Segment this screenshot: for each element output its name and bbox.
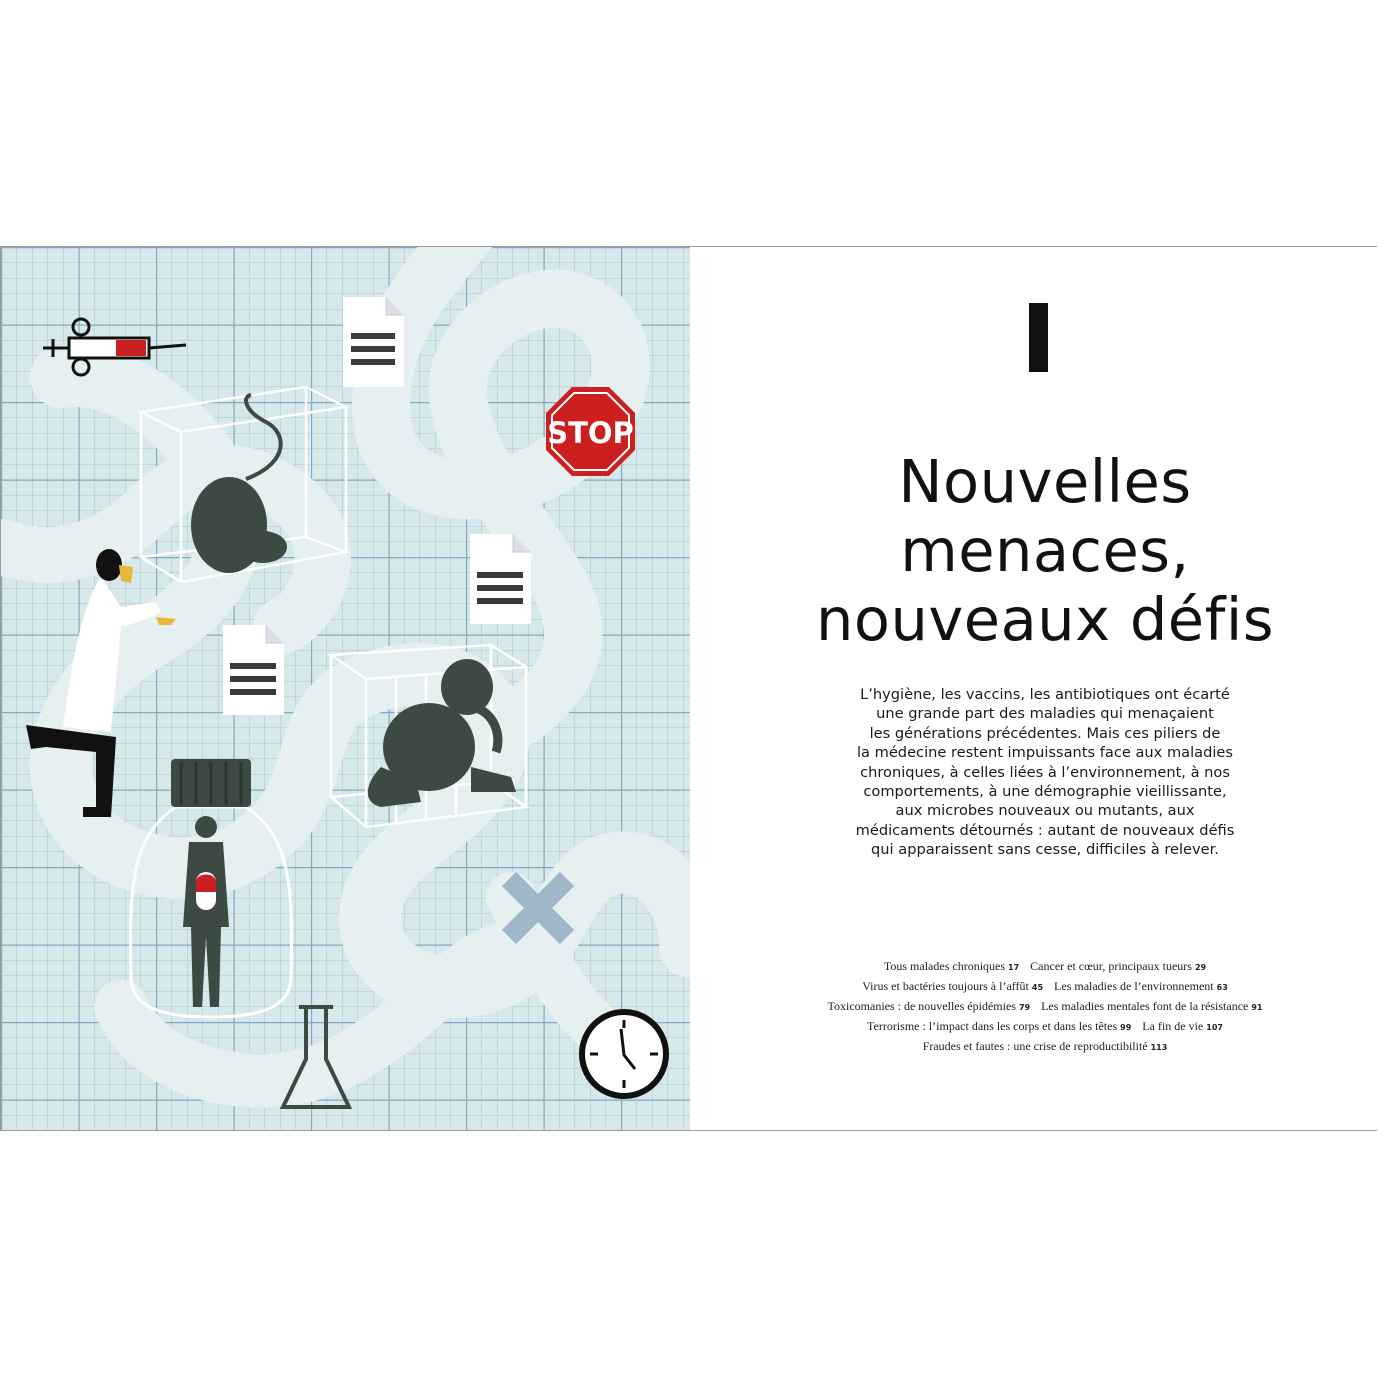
toc-entry[interactable] <box>1030 959 1206 973</box>
toc-line <box>750 977 1340 997</box>
toc-page-number: 99 <box>1120 1023 1132 1032</box>
toc-title: Les maladies mentales font de la résistance <box>1041 999 1249 1013</box>
toc-page-number: 79 <box>1018 1003 1031 1012</box>
chapter-numeral <box>1029 303 1048 372</box>
intro-line: médicaments détournés : autant de nouveaux défis <box>855 821 1235 839</box>
toc-title: Les maladies de l’environnement <box>1054 979 1214 993</box>
toc-line <box>750 1017 1340 1037</box>
toc-line <box>750 997 1340 1017</box>
toc-entry[interactable] <box>1142 1019 1223 1033</box>
toc-entry[interactable] <box>828 999 1031 1013</box>
intro-line: L’hygiène, les vaccins, les antibiotiques ont écarté <box>860 686 1230 703</box>
intro-line: les générations précédentes. Mais ces piliers de <box>869 724 1221 742</box>
stop-sign-text: STOP <box>547 416 634 450</box>
toc-page-number: 107 <box>1206 1023 1223 1032</box>
document-icon <box>343 297 404 387</box>
intro-line: une grande part des maladies qui menaçaient <box>876 705 1214 723</box>
text-page <box>690 247 1377 1130</box>
toc-title: Cancer et cœur, principaux tueurs <box>1030 959 1192 973</box>
intro-line: aux microbes nouveaux ou mutants, aux <box>895 802 1195 820</box>
toc-page-number: 113 <box>1150 1043 1168 1052</box>
toc-page-number: 91 <box>1251 1003 1263 1012</box>
chapter-illustration <box>1 247 690 1130</box>
stop-sign-icon <box>546 387 635 476</box>
toc-entry[interactable] <box>1041 999 1262 1013</box>
toc-entry[interactable] <box>923 1039 1168 1053</box>
toc-title: Toxicomanies : de nouvelles épidémies <box>827 999 1016 1013</box>
toc-page-number: 45 <box>1031 983 1044 992</box>
title-line: menaces, <box>900 516 1190 585</box>
toc-entry[interactable] <box>862 979 1043 993</box>
toc-title: Virus et bactéries toujours à l’affût <box>862 979 1029 993</box>
toc-entry[interactable] <box>867 1019 1131 1033</box>
table-of-contents <box>750 957 1340 1057</box>
toc-title: Tous malades chroniques <box>883 959 1006 973</box>
intro-line: comportements, à une démographie vieillissante, <box>863 783 1227 801</box>
toc-title: La fin de vie <box>1142 1019 1204 1033</box>
intro-line: qui apparaissent sans cesse, difficiles à relever. <box>871 841 1219 859</box>
toc-title: Terrorisme : l’impact dans les corps et dans les têtes <box>867 1019 1118 1033</box>
illustration-page <box>1 247 690 1130</box>
book-spread <box>0 246 1377 1131</box>
toc-entry[interactable] <box>1054 979 1228 993</box>
title-line: Nouvelles <box>898 447 1192 516</box>
chapter-title <box>690 447 1378 654</box>
chapter-intro <box>810 685 1280 860</box>
toc-page-number: 17 <box>1008 963 1020 972</box>
document-icon <box>223 625 284 715</box>
intro-line: la médecine restent impuissants face aux maladies <box>856 744 1234 762</box>
toc-line <box>750 957 1340 977</box>
intro-line: chroniques, à celles liées à l’environnement, à nos <box>860 763 1230 781</box>
title-line: nouveaux défis <box>816 585 1274 654</box>
toc-page-number: 63 <box>1216 983 1228 992</box>
toc-page-number: 29 <box>1194 963 1207 972</box>
document-icon <box>470 534 531 624</box>
toc-title: Fraudes et fautes : une crise de reproductibilité <box>922 1039 1148 1053</box>
clock-icon <box>582 1012 666 1096</box>
toc-line <box>750 1037 1340 1057</box>
toc-entry[interactable] <box>884 959 1019 973</box>
